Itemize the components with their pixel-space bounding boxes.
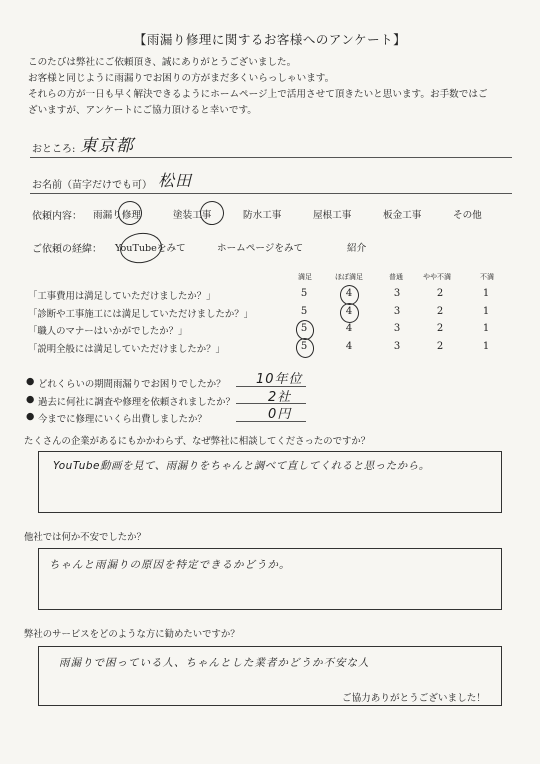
scale-label-satisfied: 満足	[298, 273, 312, 281]
rating-option[interactable]: 1	[482, 341, 490, 352]
question-text: たくさんの企業があるにもかかわらず、なぜ弊社に相談してくださったのですか？	[24, 436, 371, 447]
route-option-homepage[interactable]: ホームページをみて	[217, 243, 304, 254]
request-option-roofing[interactable]: 屋根工事	[313, 210, 352, 221]
scale-label-mostly-satisfied: ほぼ満足	[335, 273, 363, 281]
route-label: ご依頼の経緯：	[32, 244, 102, 255]
history-answer[interactable]: 2社	[268, 390, 292, 405]
address-underline	[30, 157, 512, 158]
rating-question: 「診断や工事施工には満足していただけましたか？」	[28, 309, 254, 320]
name-value[interactable]: 松田	[158, 171, 193, 190]
rating-option[interactable]: 3	[393, 288, 401, 299]
history-answer[interactable]: 0円	[268, 407, 292, 422]
survey-title: 【雨漏り修理に関するお客様へのアンケート】	[133, 32, 407, 47]
rating-question: 「説明全般には満足していただけましたか？」	[28, 344, 225, 355]
history-question: 過去に何社に調査や修理を依頼されましたか？	[38, 397, 235, 408]
route-option-referral[interactable]: 紹介	[347, 243, 367, 254]
question-text: 他社では何か不安でしたか？	[24, 532, 146, 543]
rating-option[interactable]: 2	[436, 306, 444, 317]
intro-line: それらの方が一日も早く解決できるようにホームページ上で活用させて頂きたいと思います。お手数ではご	[28, 89, 488, 100]
request-option-painting[interactable]: 塗装工事	[173, 210, 212, 221]
rating-option[interactable]: 1	[482, 323, 490, 334]
rating-option[interactable]: 4	[345, 288, 353, 299]
intro-line: このたびは弊社にご依頼頂き、誠にありがとうございました。	[28, 57, 297, 68]
scale-label-somewhat-unsatisfied: やや不満	[423, 273, 451, 281]
request-option-roof-leak[interactable]: 雨漏り修理	[93, 210, 141, 221]
address-value[interactable]: 東京都	[80, 136, 134, 156]
intro-line: お客様と同じように雨漏りでお困りの方がまだ多くいらっしゃいます。	[28, 73, 335, 84]
rating-option[interactable]: 4	[345, 341, 353, 352]
rating-option[interactable]: 5	[300, 288, 308, 299]
route-option-youtube[interactable]: YouTubeをみて	[115, 243, 186, 254]
rating-option[interactable]: 3	[393, 306, 401, 317]
selection-circle	[116, 199, 144, 227]
request-option-waterproofing[interactable]: 防水工事	[243, 210, 282, 221]
answer-text: ちゃんと雨漏りの原因を特定できるかどうか。	[49, 559, 291, 571]
address-label: おところ:	[32, 144, 76, 155]
selection-circle	[338, 301, 361, 325]
request-option-other[interactable]: その他	[453, 210, 482, 221]
history-question: どれくらいの期間雨漏りでお困りでしたか？	[38, 379, 226, 390]
scale-label-neutral: 普通	[389, 273, 403, 281]
rating-option[interactable]: 1	[482, 288, 490, 299]
rating-question: 「職人のマナーはいかがでしたか？」	[28, 326, 188, 337]
rating-option[interactable]: 2	[436, 323, 444, 334]
answer-underline	[236, 421, 306, 422]
rating-option[interactable]: 2	[436, 288, 444, 299]
bullet-icon: ●	[26, 394, 35, 405]
answer-box[interactable]	[38, 548, 502, 610]
question-text: 弊社のサービスをどのような方に勧めたいですか？	[24, 629, 240, 640]
selection-circle	[118, 230, 164, 266]
bullet-icon: ●	[26, 411, 35, 422]
answer-text: 雨漏りで困っている人、ちゃんとした業者かどうか不安な人	[59, 657, 370, 669]
scale-label-unsatisfied: 不満	[480, 273, 494, 281]
selection-circle	[198, 199, 226, 227]
thanks-text: ご協力ありがとうございました！	[342, 693, 486, 704]
history-answer[interactable]: 10年位	[256, 372, 303, 387]
selection-circle	[294, 336, 316, 359]
bullet-icon: ●	[26, 376, 35, 387]
rating-question: 「工事費用は満足していただけましたか？」	[28, 291, 216, 302]
rating-option[interactable]: 3	[393, 341, 401, 352]
name-underline	[30, 193, 512, 194]
request-label: 依頼内容：	[32, 211, 82, 222]
rating-option[interactable]: 5	[300, 306, 308, 317]
rating-option[interactable]: 4	[345, 306, 353, 317]
history-question: 今までに修理にいくら出費しましたか？	[38, 414, 207, 425]
rating-option[interactable]: 5	[300, 323, 308, 334]
answer-box[interactable]	[38, 451, 502, 513]
rating-option[interactable]: 3	[393, 323, 401, 334]
rating-option[interactable]: 2	[436, 341, 444, 352]
rating-option[interactable]: 4	[345, 323, 353, 334]
name-label: お名前（苗字だけでも可）	[32, 180, 152, 191]
intro-line: ざいますが、アンケートにご協力頂けると幸いです。	[28, 105, 257, 116]
rating-option[interactable]: 5	[300, 341, 308, 352]
answer-text: YouTube動画を見て、雨漏りをちゃんと調べて直してくれると思ったから。	[53, 460, 430, 472]
request-option-sheet-metal[interactable]: 板金工事	[383, 210, 422, 221]
rating-option[interactable]: 1	[482, 306, 490, 317]
